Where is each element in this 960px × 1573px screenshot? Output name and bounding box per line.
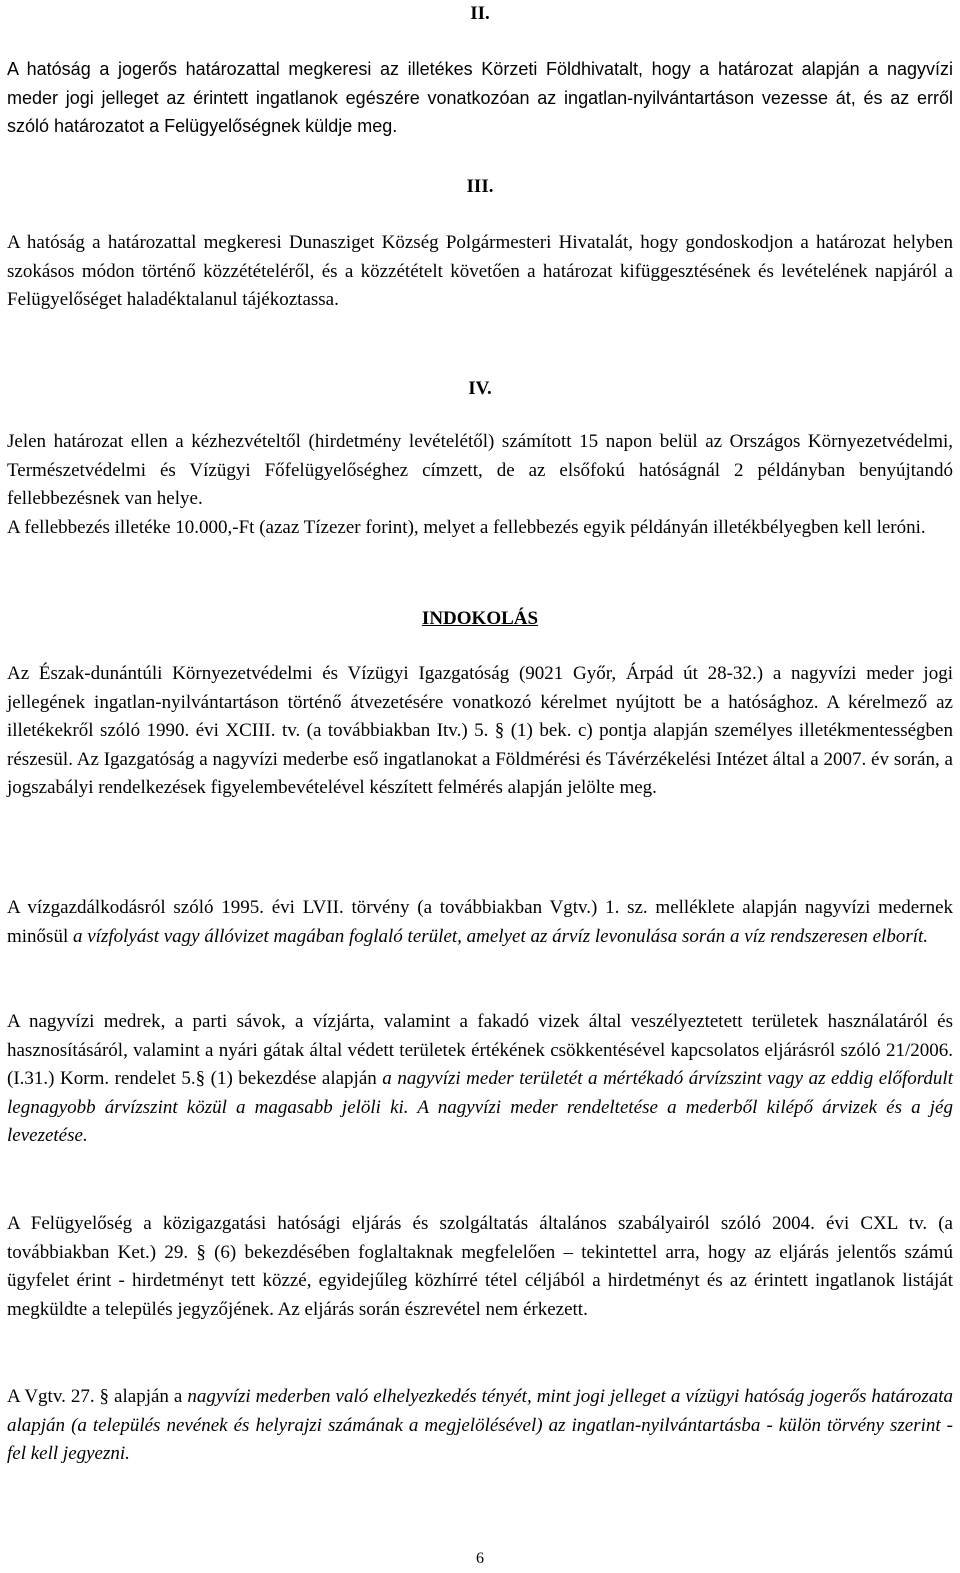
p5-lead-text: A Vgtv. 27. § alapján a — [7, 1386, 188, 1407]
page-number: 6 — [476, 1550, 484, 1567]
paragraph-appeal: Jelen határozat ellen a kézhezvételtől (hirdetmény levételétől) számított 15 napon belül az Országos Környezetvédelmi, Természetvédelmi és Vízügyi Főfelügyelőséghez címzett, de az elsőfokú hatóságnál 2 példányban benyújtandó fellebbezésnek van helye. — [7, 431, 953, 510]
section-heading-iv: IV. — [468, 378, 492, 399]
justification-paragraph-3 — [7, 1008, 953, 1151]
p2-lead-text: A vízgazdálkodásról szóló 1995. évi LVII. törvény (a továbbiakban Vgtv.) 1. sz. melléklete alapján nagyvízi medernek minősül — [7, 897, 953, 947]
justification-paragraph-2 — [7, 894, 953, 951]
paragraph-section-iii: A hatóság a határozattal megkeresi Dunasziget Község Polgármesteri Hivatalát, hogy gondoskodjon a határozat helyben szokásos módon történő közzétételéről, és a közzétételt követően a határozat kifüggesztésének és levételének napjáról a Felügyelőséget haladéktalanul tájékoztassa. — [7, 232, 953, 311]
paragraph-appeal-fee: A fellebbezés illetéke 10.000,-Ft (azaz Tízezer forint), melyet a fellebbezés egyik példányán illetékbélyegben kell leróni. — [7, 516, 926, 538]
paragraph-section-ii: A hatóság a jogerős határozattal megkeresi az illetékes Körzeti Földhivatalt, hogy a határozat alapján a nagyvízi meder jogi jelleget az érintett ingatlanok egészére vonatkozóan az ingatlan-nyilvántartáson vezesse át, és az erről szóló határozatot a Felügyelőségnek küldje meg. — [7, 59, 953, 137]
p5-italic-text: nagyvízi mederben való elhelyezkedés tényét, mint jogi jelleget a vízügyi hatóság jogerős határozata alapján (a település nevének és helyrajzi számának a megjelölésével) az ingatlan-nyilvántartásba - külön törvény szerint - fel kell jegyezni. — [7, 1386, 954, 1465]
justification-paragraph-1: Az Észak-dunántúli Környezetvédelmi és Vízügyi Igazgatóság (9021 Győr, Árpád út 28-32.) a nagyvízi meder jogi jellegének ingatlan-nyilvántartáson történő átvezetésére vonatkozó kérelmet nyújtott be a hatósághoz. A kérelmező az illetékekről szóló 1990. évi XCIII. tv. (a továbbiakban Itv.) 5. § (1) bek. c) pontja alapján személyes illetékmentességben részesül. Az Igazgatóság a nagyvízi mederbe eső ingatlanokat a Földmérési és Távérzékelési Intézet által a 2007. év során, a jogszabályi rendelkezések figyelembevételével készített felmérés alapján jelölte meg. — [7, 663, 953, 799]
section-iv-body — [7, 428, 953, 542]
justification-heading: INDOKOLÁS — [421, 608, 539, 629]
p3-italic-text: a nagyvízi meder területét a mértékadó árvízszint vagy az eddig előfordult legnagyobb árvízszint közül a magasabb jelöli ki. A nagyvízi meder rendeltetése a mederből kilépő árvizek és a jég levezetése. — [7, 1068, 953, 1147]
justification-paragraph-4: A Felügyelőség a közigazgatási hatósági eljárás és szolgáltatás általános szabályairól szóló 2004. évi CXL tv. (a továbbiakban Ket.) 29. § (6) bekezdésében foglaltaknak megfelelően – tekintettel arra, hogy az eljárás jelentős számú ügyfelet érint - hirdetményt tett közzé, egyidejűleg közhírré tétel céljából a hirdetményt és az érintett ingatlanok listáját megküldte a település jegyzőjének. Az eljárás során észrevétel nem érkezett. — [7, 1213, 953, 1320]
section-heading-iii: III. — [466, 176, 494, 197]
p3-lead-text: A nagyvízi medrek, a parti sávok, a vízjárta, valamint a fakadó vizek által veszélyeztetett területek használatáról és hasznosításáról, valamint a nyári gátak által védett területek értékének csökkentésével kapcsolatos eljárásról szóló 21/2006. (I.31.) Korm. rendelet 5.§ (1) bekezdése alapján — [7, 1011, 953, 1090]
section-heading-ii: II. — [470, 3, 490, 24]
justification-paragraph-5 — [7, 1383, 953, 1469]
p2-italic-text: a vízfolyást vagy állóvizet magában foglaló terület, amelyet az árvíz levonulása során a víz rendszeresen elborít. — [72, 925, 929, 947]
